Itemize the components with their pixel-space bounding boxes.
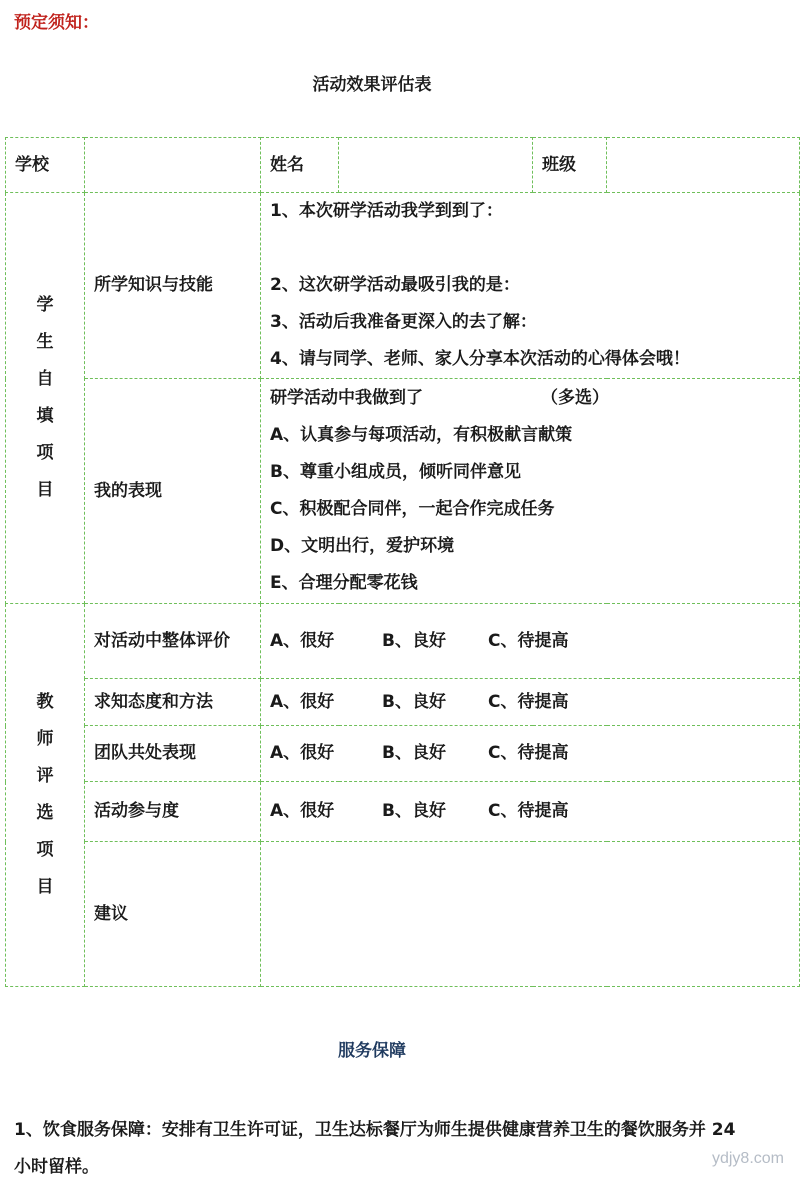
performance-option-d[interactable]: D、文明出行，爱护环境 bbox=[270, 536, 455, 556]
header-row bbox=[6, 138, 800, 193]
knowledge-question-1: 1、本次研学活动我学到到了： bbox=[270, 201, 503, 221]
grade-row-participation bbox=[6, 782, 800, 842]
knowledge-question-4: 4、请与同学、老师、家人分享本次活动的心得体会哦！ bbox=[270, 349, 690, 369]
grade-options-team[interactable] bbox=[261, 726, 800, 782]
knowledge-question-2: 2、这次研学活动最吸引我的是： bbox=[270, 275, 520, 295]
suggestion-field[interactable] bbox=[261, 842, 800, 987]
grade-row-overall bbox=[6, 604, 800, 679]
grade-row-attitude bbox=[6, 679, 800, 726]
knowledge-question-3: 3、活动后我准备更深入的去了解： bbox=[270, 312, 537, 332]
performance-option-b[interactable]: B、尊重小组成员，倾听同伴意见 bbox=[270, 462, 521, 482]
grade-options-attitude[interactable] bbox=[261, 679, 800, 726]
name-label: 姓名 bbox=[261, 138, 339, 193]
document-title: 活动效果评估表 bbox=[312, 75, 432, 95]
grade-option-a[interactable]: A、很好 bbox=[270, 743, 335, 763]
performance-heading: 研学活动中我做到了 （多选） bbox=[270, 388, 609, 408]
multi-select-note: （多选） bbox=[541, 388, 609, 408]
grade-label-participation: 活动参与度 bbox=[85, 782, 261, 842]
school-field[interactable] bbox=[85, 138, 261, 193]
grade-option-c[interactable]: C、待提高 bbox=[488, 691, 569, 712]
grade-row-team bbox=[6, 726, 800, 782]
grade-option-a[interactable]: A、很好 bbox=[270, 630, 335, 651]
teacher-section-label: 教 师 评 选 项 目 bbox=[6, 604, 85, 987]
name-field[interactable] bbox=[339, 138, 533, 193]
grade-option-a[interactable]: A、很好 bbox=[270, 801, 335, 821]
performance-row bbox=[6, 379, 800, 604]
notice-title: 预定须知： bbox=[14, 13, 99, 33]
suggestion-label: 建议 bbox=[85, 842, 261, 987]
grade-option-b[interactable]: B、良好 bbox=[382, 691, 446, 712]
grade-option-b[interactable]: B、良好 bbox=[382, 743, 446, 763]
school-label: 学校 bbox=[6, 138, 85, 193]
evaluation-form bbox=[5, 137, 800, 987]
service-section-title: 服务保障 bbox=[338, 1041, 406, 1061]
knowledge-row bbox=[6, 193, 800, 379]
grade-option-b[interactable]: B、良好 bbox=[382, 801, 446, 821]
student-section-label: 学 生 自 填 项 目 bbox=[6, 193, 85, 604]
grade-options-overall[interactable] bbox=[261, 604, 800, 679]
performance-options[interactable] bbox=[261, 379, 800, 604]
performance-option-c[interactable]: C、积极配合同伴，一起合作完成任务 bbox=[270, 499, 555, 519]
grade-option-c[interactable]: C、待提高 bbox=[488, 743, 569, 763]
class-field[interactable] bbox=[607, 138, 800, 193]
suggestion-row bbox=[6, 842, 800, 987]
knowledge-answers[interactable] bbox=[261, 193, 800, 379]
service-paragraph: 1、饮食服务保障：安排有卫生许可证，卫生达标餐厅为师生提供健康营养卫生的餐饮服务并 24 小时留样。 bbox=[14, 1120, 736, 1177]
grade-option-c[interactable]: C、待提高 bbox=[488, 801, 569, 821]
class-label: 班级 bbox=[533, 138, 607, 193]
grade-option-b[interactable]: B、良好 bbox=[382, 630, 446, 651]
answer-space bbox=[270, 230, 790, 267]
performance-label: 我的表现 bbox=[85, 379, 261, 604]
grade-option-c[interactable]: C、待提高 bbox=[488, 630, 569, 651]
grade-label-overall: 对活动中整体评价 bbox=[85, 604, 261, 679]
performance-option-e[interactable]: E、合理分配零花钱 bbox=[270, 573, 418, 593]
grade-label-attitude: 求知态度和方法 bbox=[85, 679, 261, 726]
knowledge-label: 所学知识与技能 bbox=[85, 193, 261, 379]
performance-option-a[interactable]: A、认真参与每项活动，有积极献言献策 bbox=[270, 425, 573, 445]
grade-label-team: 团队共处表现 bbox=[85, 726, 261, 782]
grade-options-participation[interactable] bbox=[261, 782, 800, 842]
watermark: ydjy8.com bbox=[711, 1150, 784, 1167]
grade-option-a[interactable]: A、很好 bbox=[270, 691, 335, 712]
